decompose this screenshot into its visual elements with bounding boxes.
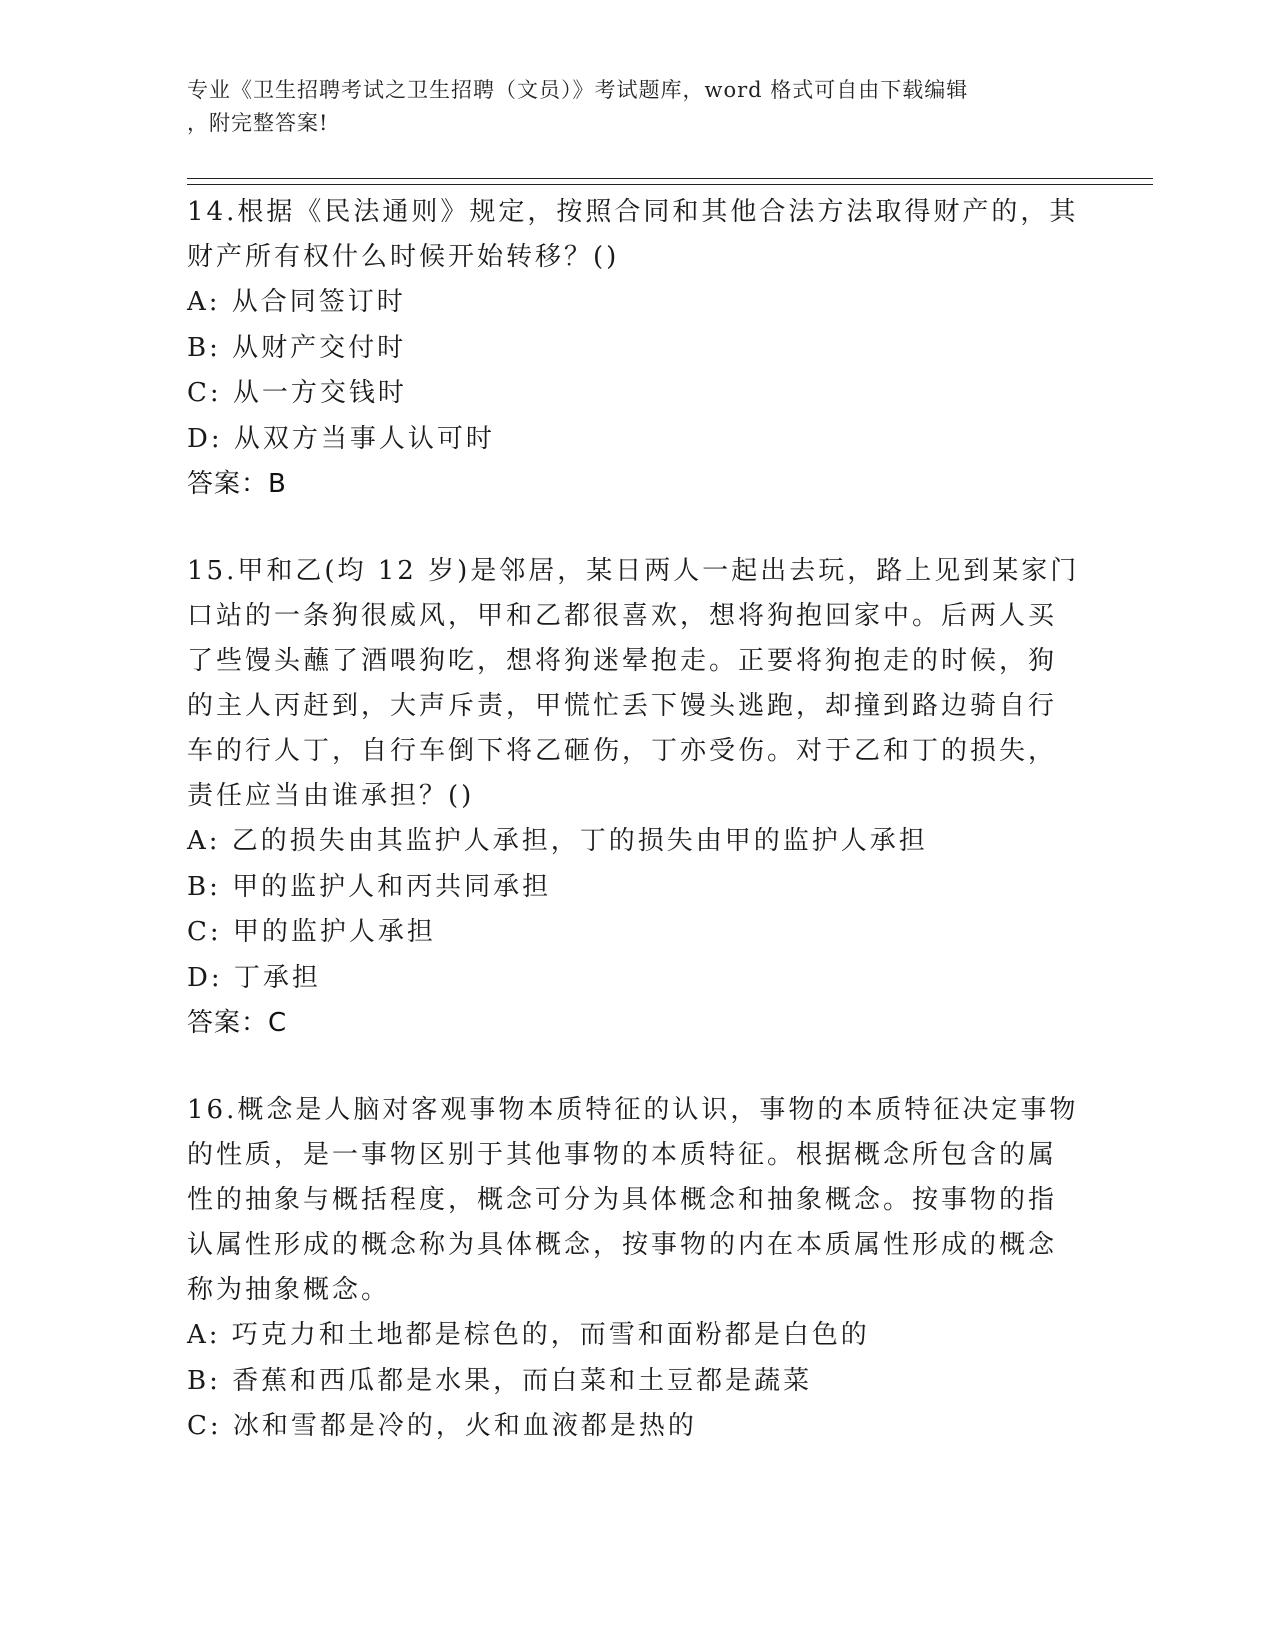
answer-label: 答案：C: [187, 1008, 288, 1038]
option-c: C: 冰和雪都是冷的，火和血液都是热的: [187, 1411, 697, 1441]
stem-line: 口站的一条狗很威风，甲和乙都很喜欢，想将狗抱回家中。后两人买: [187, 601, 1058, 631]
question-15: [187, 549, 1087, 1046]
option-b: B: 从财产交付时: [187, 332, 407, 363]
stem-line: 了些馒头蘸了酒喂狗吃，想将狗迷晕抱走。正要将狗抱走的时候，狗: [187, 646, 1058, 676]
stem-line: 14.根据《民法通则》规定，按照合同和其他合法方法取得财产的，其: [187, 197, 1079, 227]
question-16: [187, 1088, 1087, 1450]
option-a: A: 从合同签订时: [187, 287, 406, 317]
stem-line: 称为抽象概念。: [187, 1275, 391, 1305]
question-14: [187, 190, 1087, 507]
option-a: A: 乙的损失由其监护人承担，丁的损失由甲的监护人承担: [187, 826, 928, 856]
spacer: [187, 507, 1087, 552]
question-stem: [187, 190, 1087, 280]
question-stem: [187, 1088, 1087, 1313]
option-d: D: 丁承担: [187, 962, 321, 993]
stem-line: 16.概念是人脑对客观事物本质特征的认识，事物的本质特征决定事物: [187, 1095, 1079, 1125]
header-divider-top: [187, 178, 1153, 179]
header-divider-bottom: [187, 184, 1153, 185]
answer-label: 答案：B: [187, 469, 287, 499]
stem-line: 性的抽象与概括程度，概念可分为具体概念和抽象概念。按事物的指: [187, 1185, 1058, 1215]
stem-line: 车的行人丁，自行车倒下将乙砸伤，丁亦受伤。对于乙和丁的损失，: [187, 736, 1058, 766]
header-line-2: ，附完整答案!: [187, 111, 329, 135]
option-b: B: 香蕉和西瓜都是水果，而白菜和土豆都是蔬菜: [187, 1365, 813, 1396]
option-c: C: 从一方交钱时: [187, 378, 407, 408]
stem-line: 的主人丙赶到，大声斥责，甲慌忙丢下馒头逃跑，却撞到路边骑自行: [187, 691, 1058, 721]
question-stem: [187, 549, 1087, 819]
option-c: C: 甲的监护人承担: [187, 917, 436, 947]
header-line-1: 专业《卫生招聘考试之卫生招聘（文员）》考试题库，word 格式可自由下载编辑: [187, 78, 969, 102]
stem-line: 15.甲和乙(均 12 岁)是邻居，某日两人一起出去玩，路上见到某家门: [187, 556, 1080, 586]
stem-line: 财产所有权什么时候开始转移？(): [187, 242, 620, 272]
stem-line: 认属性形成的概念称为具体概念，按事物的内在本质属性形成的概念: [187, 1230, 1058, 1260]
option-a: A: 巧克力和土地都是棕色的，而雪和面粉都是白色的: [187, 1320, 870, 1350]
question-list: [187, 190, 1087, 1450]
spacer: [187, 1046, 1087, 1091]
stem-line: 的性质，是一事物区别于其他事物的本质特征。根据概念所包含的属: [187, 1140, 1058, 1170]
stem-line: 责任应当由谁承担？(): [187, 781, 475, 811]
option-d: D: 从双方当事人认可时: [187, 423, 495, 454]
option-b: B: 甲的监护人和丙共同承担: [187, 871, 552, 902]
document-header: [187, 74, 1067, 140]
